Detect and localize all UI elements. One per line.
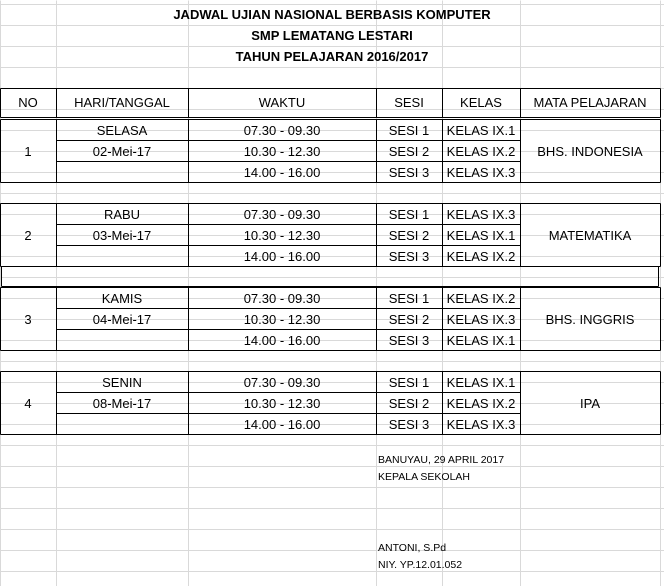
block-4-waktu-2: 10.30 - 12.30 (243, 396, 321, 411)
block-3-waktu-3: 14.00 - 16.00 (243, 333, 321, 348)
header-waktu: WAKTU (258, 95, 306, 110)
block-2-waktu-2: 10.30 - 12.30 (243, 228, 321, 243)
block-4-waktu-3: 14.00 - 16.00 (243, 417, 321, 432)
signature-position: KEPALA SEKOLAH (378, 471, 471, 483)
header-no: NO (18, 95, 38, 110)
header-mata-pelajaran: MATA PELAJARAN (533, 95, 647, 110)
block-3-sesi-3: SESI 3 (388, 333, 430, 348)
block-3-sesi-1: SESI 1 (388, 291, 430, 306)
block-2-day: RABU (103, 207, 141, 222)
block-4-kelas-2: KELAS IX.2 (446, 396, 516, 411)
header-kelas: KELAS (460, 95, 502, 110)
block-4-kelas-1: KELAS IX.1 (446, 375, 516, 390)
block-2-kelas-3: KELAS IX.2 (446, 249, 516, 264)
block-1-day: SELASA (96, 123, 148, 138)
block-4-sesi-2: SESI 2 (388, 396, 430, 411)
block-3-kelas-3: KELAS IX.1 (446, 333, 516, 348)
block-1-kelas-2: KELAS IX.2 (446, 144, 516, 159)
block-3-sesi-2: SESI 2 (388, 312, 430, 327)
block-2-sesi-1: SESI 1 (388, 207, 430, 222)
block-1-kelas-1: KELAS IX.1 (446, 123, 516, 138)
block-4-no: 4 (24, 396, 32, 411)
title-line-1: JADWAL UJIAN NASIONAL BERBASIS KOMPUTER (173, 7, 491, 22)
title-line-2: SMP LEMATANG LESTARI (251, 28, 413, 43)
block-4-waktu-1: 07.30 - 09.30 (243, 375, 321, 390)
title-line-3: TAHUN PELAJARAN 2016/2017 (235, 49, 429, 64)
block-2-kelas-1: KELAS IX.3 (446, 207, 516, 222)
block-4-date: 08-Mei-17 (92, 396, 152, 411)
block-1-no: 1 (24, 144, 32, 159)
block-3-subject: BHS. INGGRIS (545, 312, 635, 327)
block-3-no: 3 (24, 312, 32, 327)
block-4-sesi-1: SESI 1 (388, 375, 430, 390)
signature-niy: NIY. YP.12.01.052 (378, 559, 463, 571)
signature-name: ANTONI, S.Pd (378, 542, 447, 554)
block-3-waktu-1: 07.30 - 09.30 (243, 291, 321, 306)
block-4-day: SENIN (102, 375, 142, 390)
block-1-sesi-2: SESI 2 (388, 144, 430, 159)
block-4-kelas-3: KELAS IX.3 (446, 417, 516, 432)
block-3-kelas-1: KELAS IX.2 (446, 291, 516, 306)
block-2-no: 2 (24, 228, 32, 243)
header-hari-tanggal: HARI/TANGGAL (74, 95, 170, 110)
block-1-waktu-3: 14.00 - 16.00 (243, 165, 321, 180)
block-1-waktu-1: 07.30 - 09.30 (243, 123, 321, 138)
block-2-date: 03-Mei-17 (92, 228, 152, 243)
block-4-sesi-3: SESI 3 (388, 417, 430, 432)
block-2-waktu-3: 14.00 - 16.00 (243, 249, 321, 264)
block-3-waktu-2: 10.30 - 12.30 (243, 312, 321, 327)
block-2-subject: MATEMATIKA (548, 228, 632, 243)
signature-place-date: BANUYAU, 29 APRIL 2017 (378, 454, 505, 466)
block-1-subject: BHS. INDONESIA (537, 144, 643, 159)
block-1-waktu-2: 10.30 - 12.30 (243, 144, 321, 159)
block-2-kelas-2: KELAS IX.1 (446, 228, 516, 243)
block-1-sesi-3: SESI 3 (388, 165, 430, 180)
block-4-subject: IPA (580, 396, 600, 411)
block-3-date: 04-Mei-17 (92, 312, 152, 327)
block-2-waktu-1: 07.30 - 09.30 (243, 207, 321, 222)
block-3-kelas-2: KELAS IX.3 (446, 312, 516, 327)
block-1-sesi-1: SESI 1 (388, 123, 430, 138)
block-1-date: 02-Mei-17 (92, 144, 152, 159)
header-sesi: SESI (394, 95, 424, 110)
block-1-kelas-3: KELAS IX.3 (446, 165, 516, 180)
block-2-sesi-3: SESI 3 (388, 249, 430, 264)
block-2-sesi-2: SESI 2 (388, 228, 430, 243)
block-3-day: KAMIS (101, 291, 143, 306)
